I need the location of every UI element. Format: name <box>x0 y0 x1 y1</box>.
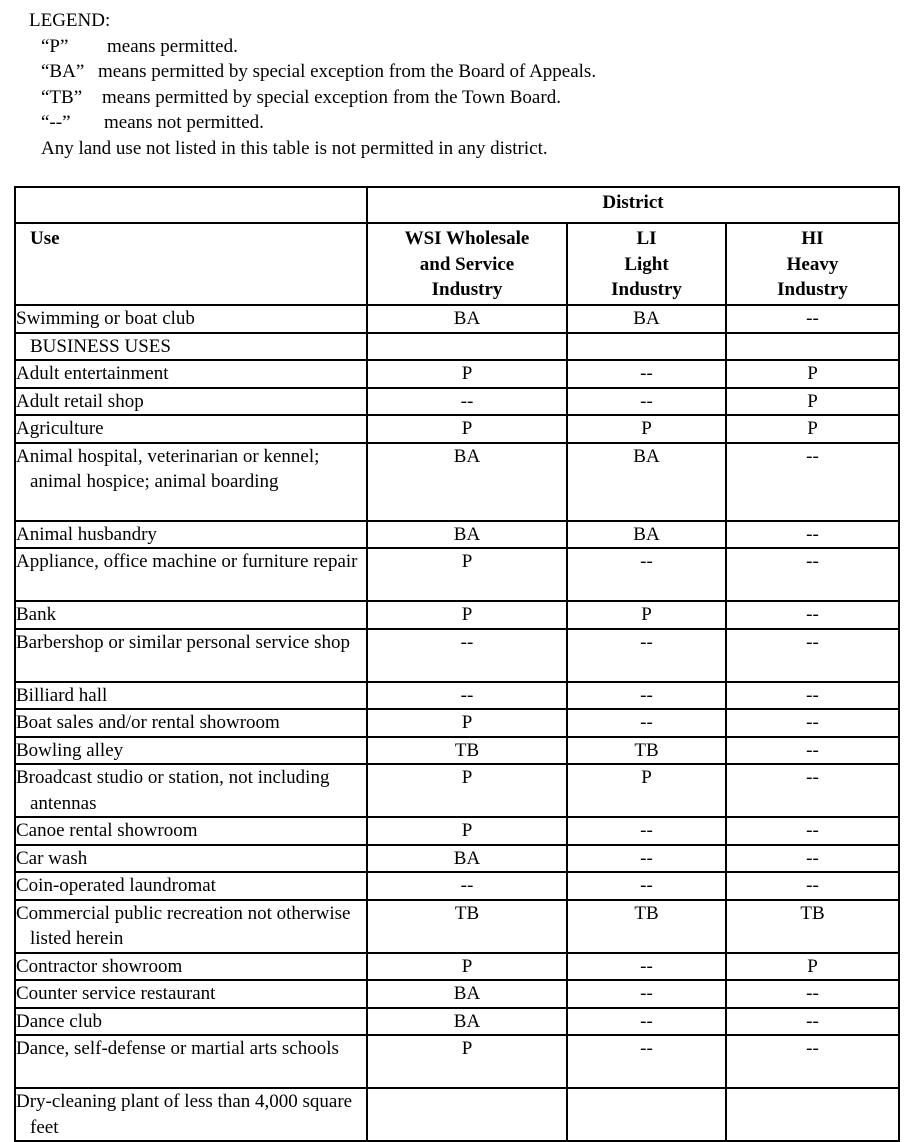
hi-cell: TB <box>726 900 899 953</box>
hi-cell: -- <box>726 737 899 765</box>
column-header-line: Industry <box>611 279 682 300</box>
legend-meaning: means not permitted. <box>104 112 264 133</box>
use-cell: Animal husbandry <box>15 521 367 549</box>
district-header: District <box>367 187 899 223</box>
legend-note: Any land use not listed in this table is not permitted in any district. <box>41 137 548 159</box>
table-row <box>15 629 899 682</box>
hi-cell: P <box>726 388 899 416</box>
use-cell: Adult retail shop <box>15 388 367 416</box>
li-cell: -- <box>567 360 726 388</box>
li-cell: -- <box>567 980 726 1008</box>
wsi-cell: BA <box>367 845 567 873</box>
legend-term: “TB” <box>41 86 83 108</box>
use-cell: Billiard hall <box>15 682 367 710</box>
hi-cell: -- <box>726 682 899 710</box>
wsi-cell: -- <box>367 388 567 416</box>
use-cell: Contractor showroom <box>15 953 367 981</box>
hi-cell: -- <box>726 548 899 601</box>
li-cell: -- <box>567 548 726 601</box>
hi-cell: -- <box>726 709 899 737</box>
table-row <box>15 817 899 845</box>
column-header-line: Industry <box>431 279 503 300</box>
table-row <box>15 980 899 1008</box>
hi-cell: -- <box>726 845 899 873</box>
use-cell: Bank <box>15 601 367 629</box>
li-cell: P <box>567 601 726 629</box>
column-header-line: LI <box>636 228 657 249</box>
zoning-use-table <box>14 186 900 1142</box>
hi-cell: P <box>726 415 899 443</box>
use-cell: Bowling alley <box>15 737 367 765</box>
use-cell: Agriculture <box>15 415 367 443</box>
table-row <box>15 682 899 710</box>
li-cell: -- <box>567 629 726 682</box>
table-row <box>15 709 899 737</box>
li-cell: TB <box>567 900 726 953</box>
legend-term: “--” <box>41 112 71 133</box>
table-row <box>15 415 899 443</box>
hi-cell: -- <box>726 1008 899 1036</box>
table-row <box>15 872 899 900</box>
wsi-cell: P <box>367 601 567 629</box>
table-row <box>15 601 899 629</box>
legend <box>29 8 909 161</box>
table-row <box>15 305 899 333</box>
table-row <box>15 521 899 549</box>
legend-item-not-permitted <box>29 110 909 136</box>
li-cell: -- <box>567 709 726 737</box>
wsi-cell: TB <box>367 900 567 953</box>
hi-cell: -- <box>726 443 899 521</box>
table-row <box>15 953 899 981</box>
use-cell: Coin-operated laundromat <box>15 872 367 900</box>
wsi-cell: P <box>367 415 567 443</box>
table-header-row-district <box>15 187 899 223</box>
table-row <box>15 360 899 388</box>
hi-cell: -- <box>726 521 899 549</box>
wsi-cell: -- <box>367 872 567 900</box>
li-cell: P <box>567 764 726 817</box>
legend-item-p <box>29 34 909 60</box>
li-cell: -- <box>567 872 726 900</box>
table-row-section <box>15 333 899 361</box>
wsi-cell <box>367 1088 567 1141</box>
legend-meaning: means permitted by special exception from the Town Board. <box>102 86 561 108</box>
wsi-cell: BA <box>367 443 567 521</box>
column-header-line: WSI Wholesale <box>404 228 530 249</box>
hi-cell: -- <box>726 817 899 845</box>
wsi-cell: BA <box>367 1008 567 1036</box>
use-column-header: Use <box>15 223 367 305</box>
legend-item-tb <box>29 85 909 111</box>
wsi-cell: BA <box>367 980 567 1008</box>
li-cell: -- <box>567 1008 726 1036</box>
hi-cell <box>726 1088 899 1141</box>
use-cell: Animal hospital, veterinarian or kennel; animal hospice; animal boarding <box>15 443 367 521</box>
use-cell: Broadcast studio or station, not including antennas <box>15 764 367 817</box>
column-header-line: Industry <box>777 279 848 300</box>
table-row <box>15 764 899 817</box>
li-cell: BA <box>567 305 726 333</box>
table-row <box>15 548 899 601</box>
li-cell: -- <box>567 817 726 845</box>
wsi-cell: -- <box>367 682 567 710</box>
li-cell: -- <box>567 388 726 416</box>
hi-cell: -- <box>726 629 899 682</box>
column-header-line: HI <box>801 228 824 249</box>
column-header-line: and Service <box>419 253 515 275</box>
li-cell: P <box>567 415 726 443</box>
wsi-cell: P <box>367 709 567 737</box>
legend-term: “P” <box>41 35 69 57</box>
wsi-cell: P <box>367 764 567 817</box>
use-cell: Adult entertainment <box>15 360 367 388</box>
section-heading: BUSINESS USES <box>15 333 367 361</box>
hi-cell: -- <box>726 764 899 817</box>
column-header-line: Light <box>624 253 669 275</box>
header-blank-cell <box>15 187 367 223</box>
table-row <box>15 1008 899 1036</box>
table-row <box>15 443 899 521</box>
hi-cell: -- <box>726 601 899 629</box>
column-header-hi <box>726 223 899 305</box>
legend-meaning: means permitted. <box>107 35 238 57</box>
wsi-cell: BA <box>367 305 567 333</box>
hi-cell: P <box>726 360 899 388</box>
li-cell: -- <box>567 1035 726 1088</box>
li-cell <box>567 1088 726 1141</box>
column-header-li <box>567 223 726 305</box>
table-row <box>15 845 899 873</box>
wsi-cell: P <box>367 817 567 845</box>
wsi-cell: P <box>367 1035 567 1088</box>
use-cell: Dance club <box>15 1008 367 1036</box>
hi-cell <box>726 333 899 361</box>
use-cell: Barbershop or similar personal service shop <box>15 629 367 682</box>
hi-cell: -- <box>726 980 899 1008</box>
table-row <box>15 1035 899 1088</box>
use-cell: Canoe rental showroom <box>15 817 367 845</box>
legend-title: LEGEND: <box>29 10 111 31</box>
hi-cell: -- <box>726 872 899 900</box>
hi-cell: -- <box>726 305 899 333</box>
hi-cell: P <box>726 953 899 981</box>
li-cell: -- <box>567 953 726 981</box>
li-cell: -- <box>567 682 726 710</box>
wsi-cell <box>367 333 567 361</box>
legend-term: “BA” <box>41 61 85 82</box>
legend-meaning: means permitted by special exception from the Board of Appeals. <box>98 61 597 82</box>
wsi-cell: -- <box>367 629 567 682</box>
wsi-cell: P <box>367 360 567 388</box>
use-cell: Appliance, office machine or furniture repair <box>15 548 367 601</box>
table-row <box>15 900 899 953</box>
wsi-cell: P <box>367 548 567 601</box>
use-cell: Swimming or boat club <box>15 305 367 333</box>
use-cell: Dry-cleaning plant of less than 4,000 square feet <box>15 1088 367 1141</box>
use-cell: Counter service restaurant <box>15 980 367 1008</box>
li-cell <box>567 333 726 361</box>
use-cell: Boat sales and/or rental showroom <box>15 709 367 737</box>
legend-item-ba <box>29 59 909 85</box>
li-cell: BA <box>567 443 726 521</box>
wsi-cell: P <box>367 953 567 981</box>
li-cell: -- <box>567 845 726 873</box>
column-header-wsi <box>367 223 567 305</box>
column-header-line: Heavy <box>786 253 839 275</box>
use-cell: Car wash <box>15 845 367 873</box>
li-cell: BA <box>567 521 726 549</box>
hi-cell: -- <box>726 1035 899 1088</box>
li-cell: TB <box>567 737 726 765</box>
wsi-cell: TB <box>367 737 567 765</box>
wsi-cell: BA <box>367 521 567 549</box>
table-header-row <box>15 223 899 305</box>
use-cell: Commercial public recreation not otherwise listed herein <box>15 900 367 953</box>
table-row <box>15 388 899 416</box>
table-row <box>15 1088 899 1141</box>
use-cell: Dance, self-defense or martial arts schools <box>15 1035 367 1088</box>
table-row <box>15 737 899 765</box>
